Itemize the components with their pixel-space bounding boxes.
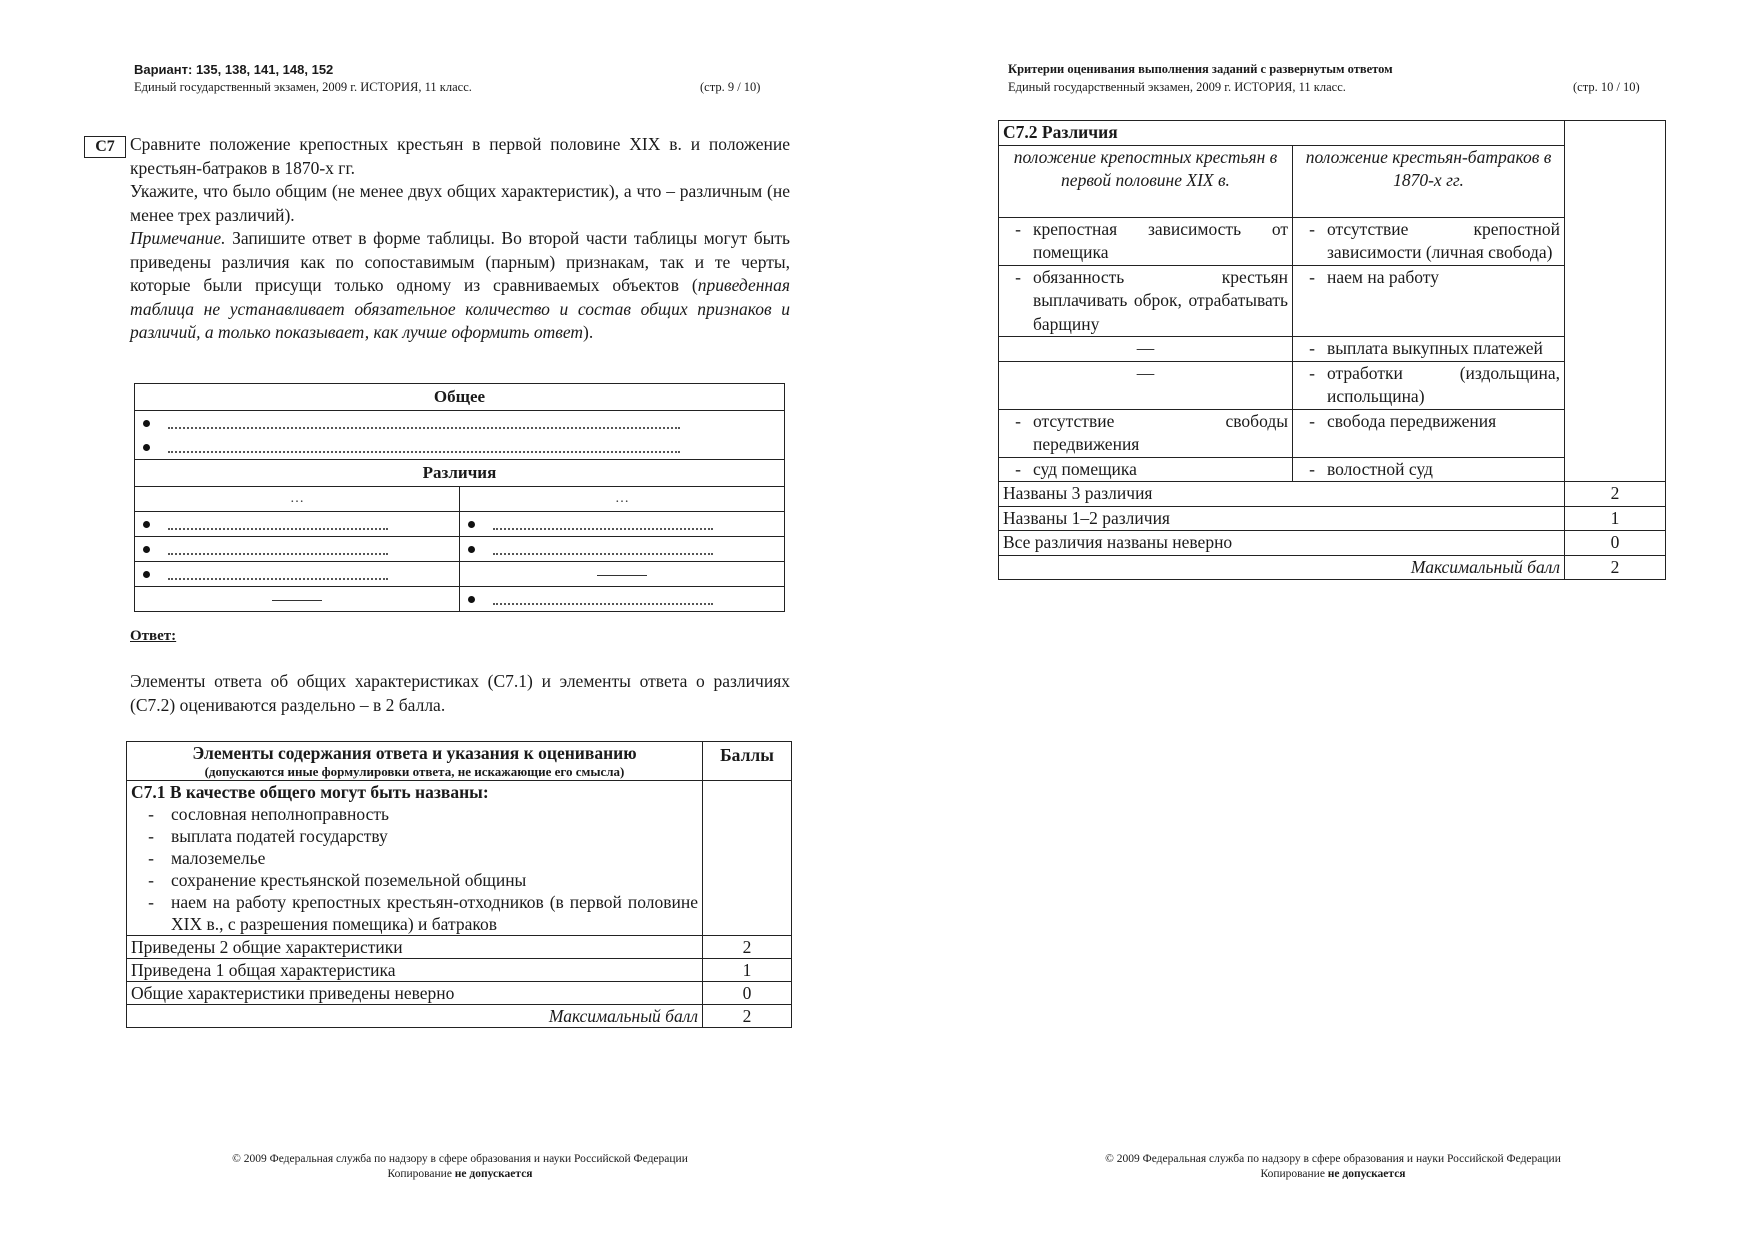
col1-header: положение крепостных крестьян в первой половине XIX в. bbox=[999, 145, 1293, 217]
diff-right-2 bbox=[460, 537, 785, 562]
diff-left: — bbox=[999, 337, 1293, 362]
note-end: ). bbox=[583, 322, 594, 342]
difference-row: - отсутствие свободы передвижения - свобода передвижения bbox=[999, 409, 1666, 457]
footer-copy-bold: не допускается bbox=[454, 1168, 533, 1180]
criteria-points: 0 bbox=[1565, 531, 1666, 556]
diff-left: — bbox=[999, 361, 1293, 409]
criteria-row bbox=[127, 959, 792, 982]
diff-left: суд помещика bbox=[1033, 458, 1137, 479]
blank-line bbox=[493, 593, 713, 605]
max-points: 2 bbox=[1565, 555, 1666, 580]
header-cell bbox=[127, 742, 703, 781]
bullet-icon bbox=[468, 546, 475, 553]
criteria-label: Приведена 1 общая характеристика bbox=[127, 959, 703, 982]
criteria-points: 1 bbox=[1565, 506, 1666, 531]
blank-line bbox=[168, 568, 388, 580]
exam-header: Единый государственный экзамен, 2009 г. ИСТОРИЯ, 11 класс. bbox=[1008, 80, 1346, 94]
diff-right: наем на работу bbox=[1327, 266, 1439, 287]
diff-left-4 bbox=[135, 587, 460, 612]
criteria-label: Названы 3 различия bbox=[999, 482, 1565, 507]
blank-line bbox=[168, 417, 680, 429]
footer-copy-text: Копирование bbox=[387, 1168, 455, 1180]
criteria-label: Приведены 2 общие характеристики bbox=[127, 936, 703, 959]
footer bbox=[160, 1152, 760, 1182]
page-number: (стр. 10 / 10) bbox=[1573, 80, 1640, 94]
list-item: - наем на работу крепостных крестьян-отходников (в первой половине XIX в., с разрешения помещика) и батраков bbox=[148, 892, 698, 934]
footer-copy-notice bbox=[1033, 1167, 1633, 1182]
section-title: С7.1 В качестве общего могут быть названы: bbox=[131, 782, 489, 802]
blank-line bbox=[168, 441, 680, 453]
bullet-icon bbox=[468, 521, 475, 528]
criteria-row bbox=[999, 482, 1666, 507]
list-item: - малоземелье bbox=[131, 847, 698, 869]
footer-copy-text: Копирование bbox=[1260, 1168, 1328, 1180]
item-text: наем на работу крепостных крестьян-отходников (в первой половине XIX в., с разрешения помещика) и батраков bbox=[171, 892, 698, 934]
diff-right: отработки (издольщина, испольщина) bbox=[1327, 362, 1560, 406]
bullet-icon bbox=[143, 420, 150, 427]
criteria-label: Общие характеристики приведены неверно bbox=[127, 982, 703, 1005]
difference-row: - обязанность крестьян выплачивать оброк, отрабатывать барщину - наем на работу bbox=[999, 265, 1666, 337]
criteria-row bbox=[127, 936, 792, 959]
criteria-label: Названы 1–2 различия bbox=[999, 506, 1565, 531]
bullet-icon bbox=[143, 444, 150, 451]
diff-left-1 bbox=[135, 512, 460, 537]
task-text bbox=[130, 133, 790, 345]
criteria-row bbox=[999, 531, 1666, 556]
section-title: С7.2 Различия bbox=[999, 121, 1565, 146]
difference-row: - крепостная зависимость от помещика - отсутствие крепостной зависимости (личная свобода) bbox=[999, 217, 1666, 265]
max-label: Максимальный балл bbox=[999, 555, 1565, 580]
scoring-table-c7-2 bbox=[998, 120, 1666, 580]
max-label: Максимальный балл bbox=[127, 1005, 703, 1028]
criteria-points: 2 bbox=[1565, 482, 1666, 507]
bullet-icon bbox=[143, 571, 150, 578]
diff-left: крепостная зависимость от помещика bbox=[1033, 218, 1288, 262]
item-text: сословная неполноправность bbox=[171, 804, 389, 824]
item-text: выплата податей государству bbox=[171, 826, 388, 846]
diff-right: выплата выкупных платежей bbox=[1327, 338, 1543, 358]
diff-right: свобода передвижения bbox=[1327, 410, 1497, 431]
criteria-points: 1 bbox=[703, 959, 792, 982]
criteria-title: Критерии оценивания выполнения заданий с развернутым ответом bbox=[1008, 62, 1393, 76]
note-italic: приведенная таблица не устанавливает обязательное количество и состав общих признаков и различий, а только показывает, как лучше оформить ответ bbox=[130, 275, 790, 342]
footer-right bbox=[1033, 1152, 1633, 1182]
difference-row: — - выплата выкупных платежей bbox=[999, 337, 1666, 362]
criteria-row bbox=[127, 982, 792, 1005]
footer-copyright: © 2009 Федеральная служба по надзору в сфере образования и науки Российской Федерации bbox=[1105, 1153, 1561, 1165]
answer-label: Ответ: bbox=[130, 628, 177, 644]
diff-left-3 bbox=[135, 562, 460, 587]
item-text: малоземелье bbox=[171, 848, 266, 868]
criteria-row bbox=[999, 506, 1666, 531]
criteria-points: 0 bbox=[703, 982, 792, 1005]
diff-right-3 bbox=[460, 562, 785, 587]
variant-label: Вариант: 135, 138, 141, 148, 152 bbox=[134, 62, 334, 77]
bullet-icon bbox=[143, 521, 150, 528]
bullet-icon bbox=[143, 546, 150, 553]
common-line-2 bbox=[135, 435, 785, 460]
task-note bbox=[130, 227, 790, 345]
max-row bbox=[999, 555, 1666, 580]
blank-line bbox=[493, 543, 713, 555]
max-row bbox=[127, 1005, 792, 1028]
header-points: Баллы bbox=[703, 742, 792, 781]
points-empty bbox=[703, 781, 792, 936]
col2-header: положение крестьян-батраков в 1870-х гг. bbox=[1293, 145, 1565, 217]
max-points: 2 bbox=[703, 1005, 792, 1028]
blank-line bbox=[168, 518, 388, 530]
page-left bbox=[0, 0, 873, 1239]
diff-right: волостной суд bbox=[1327, 458, 1433, 479]
list-item: - сохранение крестьянской поземельной общины bbox=[131, 869, 698, 891]
dash-mark bbox=[597, 575, 647, 576]
diff-left: обязанность крестьян выплачивать оброк, отрабатывать барщину bbox=[1033, 266, 1288, 334]
content-cell bbox=[127, 781, 703, 936]
scoring-table-c7-1 bbox=[126, 741, 792, 1028]
bullet-icon bbox=[468, 596, 475, 603]
common-line-1 bbox=[135, 411, 785, 436]
criteria-points: 2 bbox=[703, 936, 792, 959]
right-col-placeholder: … bbox=[460, 487, 785, 512]
scoring-paragraph: Элементы ответа об общих характеристиках (С7.1) и элементы ответа о различиях (С7.2) оцениваются раздельно – в 2 балла. bbox=[130, 671, 790, 715]
item-text: сохранение крестьянской поземельной общины bbox=[171, 870, 527, 890]
difference-row: — - отработки (издольщина, испольщина) bbox=[999, 361, 1666, 409]
list-item: - выплата податей государству bbox=[131, 825, 698, 847]
differences-header: Различия bbox=[135, 460, 785, 487]
blank-line bbox=[168, 543, 388, 555]
left-col-placeholder: … bbox=[135, 487, 460, 512]
page-number: (стр. 9 / 10) bbox=[700, 80, 761, 94]
diff-left: отсутствие свободы передвижения bbox=[1033, 410, 1288, 454]
diff-right: отсутствие крепостной зависимости (личная свобода) bbox=[1327, 218, 1560, 262]
footer-copy-notice bbox=[160, 1167, 760, 1182]
exam-header: Единый государственный экзамен, 2009 г. ИСТОРИЯ, 11 класс. bbox=[134, 80, 472, 94]
note-text: Запишите ответ в форме таблицы. Во второй части таблицы могут быть приведены различия как по сопоставимым (парным) признакам, так и те черты, которые были присущи только одному из сравниваемых объектов ( bbox=[130, 228, 790, 295]
points-empty bbox=[1565, 121, 1666, 482]
diff-right-1 bbox=[460, 512, 785, 537]
header-sub: (допускаются иные формулировки ответа, не искажающие его смысла) bbox=[204, 764, 625, 779]
difference-row: - суд помещика - волостной суд bbox=[999, 457, 1666, 482]
task-line-1: Сравните положение крепостных крестьян в первой половине XIX в. и положение крестьян-батраков в 1870-х гг. bbox=[130, 134, 790, 178]
common-header: Общее bbox=[135, 384, 785, 411]
blank-line bbox=[493, 518, 713, 530]
answer-form-table bbox=[134, 383, 785, 612]
dash-mark bbox=[272, 600, 322, 601]
diff-right-4 bbox=[460, 587, 785, 612]
header-main: Элементы содержания ответа и указания к оцениванию bbox=[192, 743, 637, 763]
diff-left-2 bbox=[135, 537, 460, 562]
footer-copyright: © 2009 Федеральная служба по надзору в сфере образования и науки Российской Федерации bbox=[232, 1153, 688, 1165]
footer-copy-bold: не допускается bbox=[1327, 1168, 1406, 1180]
task-line-2: Укажите, что было общим (не менее двух общих характеристик), а что – различным (не менее трех различий). bbox=[130, 181, 790, 225]
note-label: Примечание. bbox=[130, 228, 226, 248]
task-code-box: C7 bbox=[84, 136, 126, 158]
criteria-label: Все различия названы неверно bbox=[999, 531, 1565, 556]
list-item: - сословная неполноправность bbox=[131, 803, 698, 825]
